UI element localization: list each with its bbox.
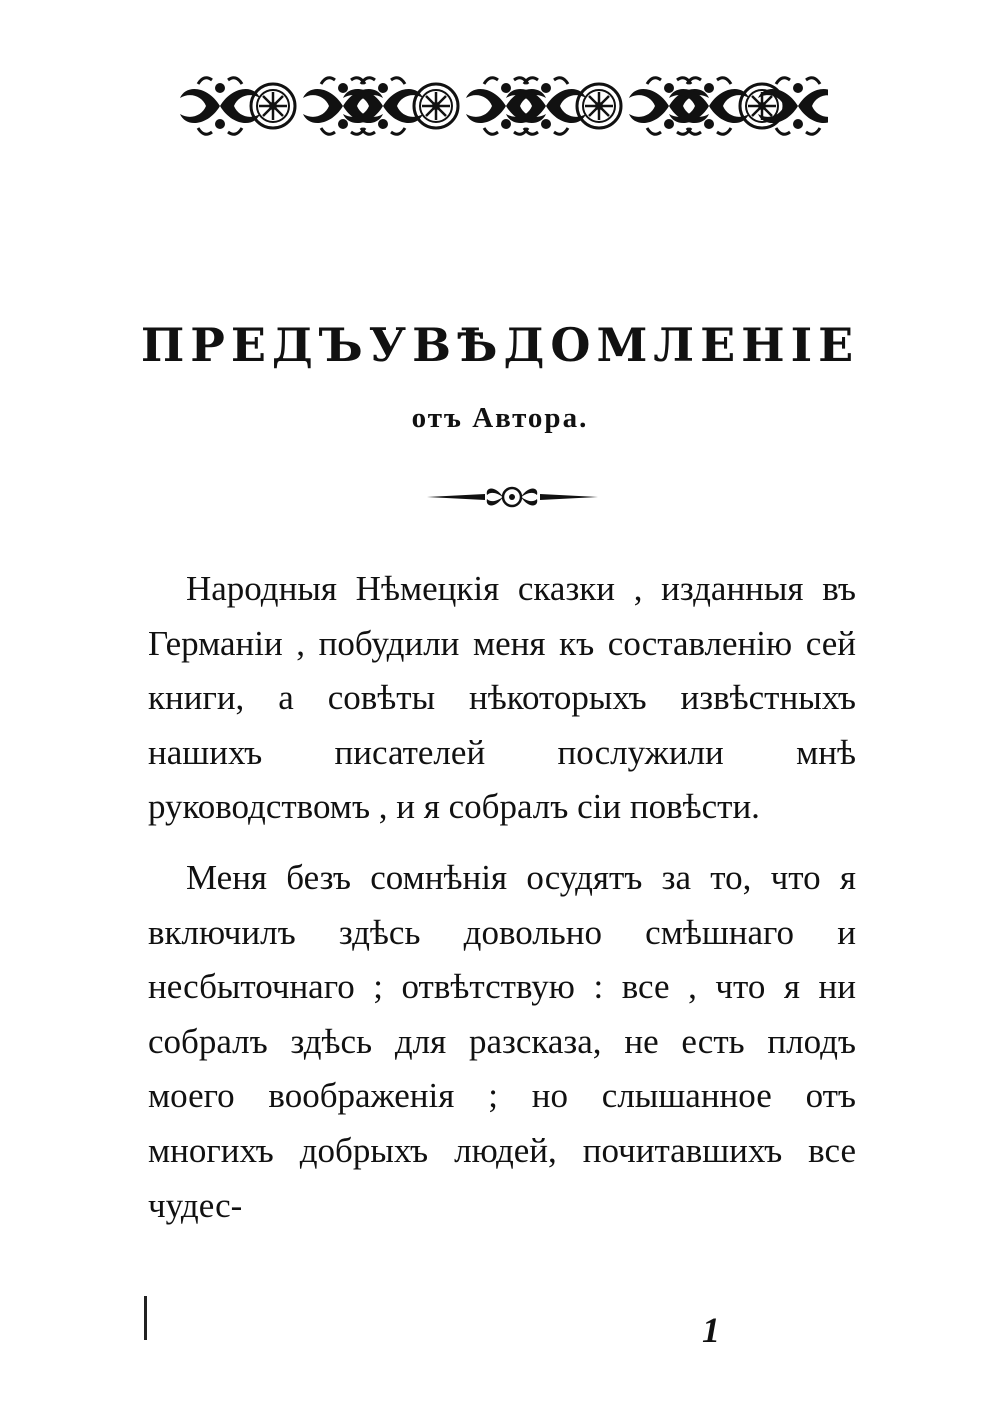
paragraph-1: Народныя Нѣмецкія сказки , изданныя въ Германіи , побудили меня къ составленію сей книги, а совѣты нѣкоторыхъ извѣстныхъ нашихъ писателей послужили мнѣ руководствомъ , и я собралъ сіи повѣсти.: [148, 569, 856, 827]
page-subtitle: отъ Автора.: [411, 402, 589, 434]
page-title: ПРЕДЪУВѢДОМЛЕНІЕ: [140, 318, 860, 372]
margin-rule: [144, 1296, 147, 1340]
headpiece-ornament-icon: [178, 72, 828, 140]
floral-divider-icon: [425, 481, 600, 513]
signature-mark: 1: [702, 1310, 720, 1350]
preface-body: [148, 562, 856, 1233]
paragraph-2: Меня безъ сомнѣнія осудятъ за то, что я включилъ здѣсь довольно смѣшнаго и несбыточнаго ; отвѣтствую : все , что я ни собралъ здѣсь для разсказа, не есть плодъ моего воображенія ; но слышанное отъ многихъ добрыхъ людей, почитавшихъ все чудес-: [148, 857, 856, 1225]
